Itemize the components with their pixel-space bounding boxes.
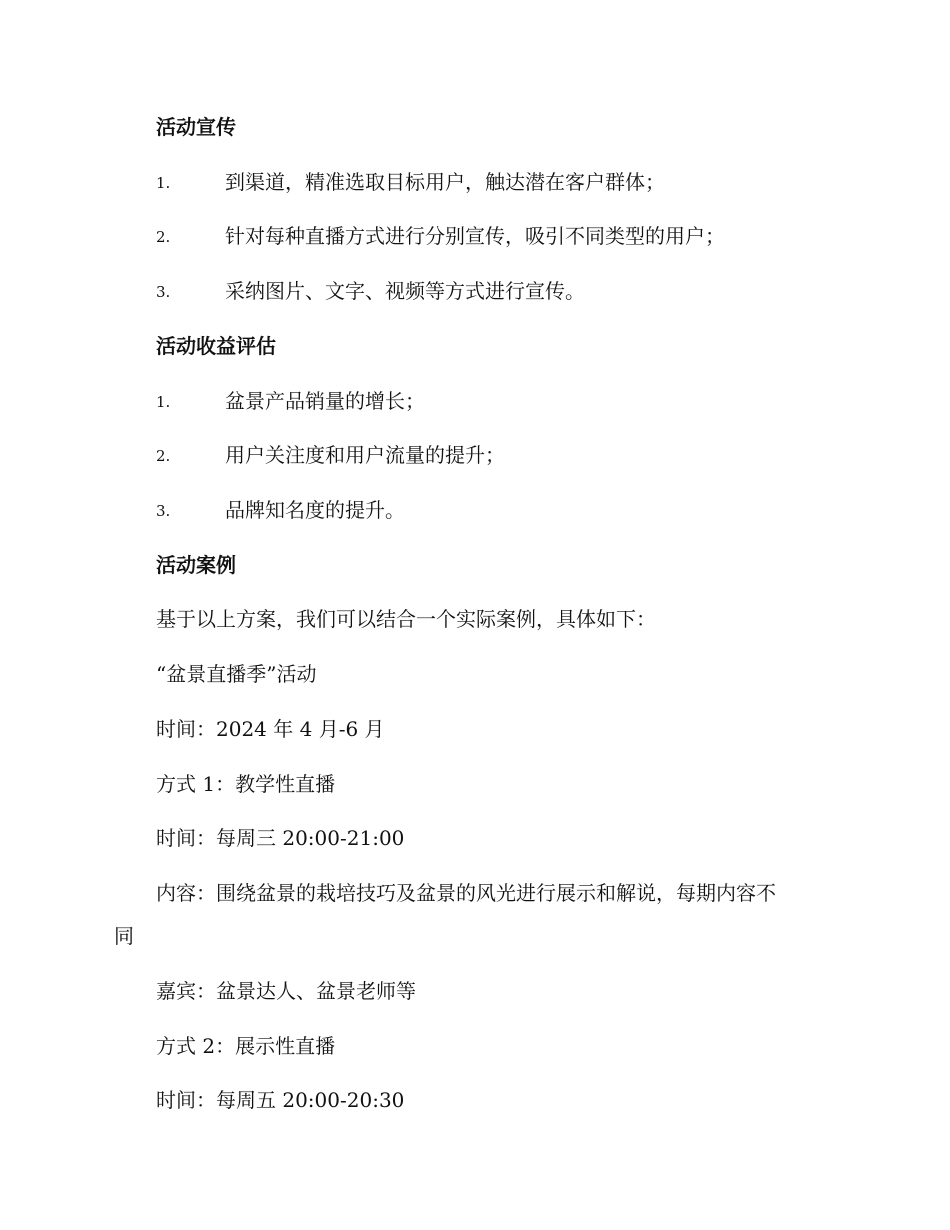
- paragraph: 时间：每周五 20:00-20:30: [156, 1088, 405, 1112]
- list-number: 3.: [156, 283, 171, 301]
- paragraph: 时间：每周三 20:00-21:00: [156, 826, 405, 850]
- list-number: 2.: [156, 447, 171, 465]
- list-item-text: 盆景产品销量的增长；: [225, 389, 425, 413]
- paragraph: 方式 2：展示性直播: [156, 1034, 336, 1058]
- list-item-text: 针对每种直播方式进行分别宣传，吸引不同类型的用户；: [225, 224, 725, 248]
- paragraph: 内容：围绕盆景的栽培技巧及盆景的风光进行展示和解说，每期内容不: [156, 881, 776, 905]
- paragraph: 时间：2024 年 4 月-6 月: [156, 717, 385, 741]
- list-item-text: 品牌知名度的提升。: [225, 498, 405, 522]
- list-item-text: 到渠道，精准选取目标用户，触达潜在客户群体；: [225, 170, 665, 194]
- list-number: 2.: [156, 228, 171, 246]
- list-item-text: 采纳图片、文字、视频等方式进行宣传。: [225, 279, 585, 303]
- section-heading-promotion: 活动宣传: [156, 115, 236, 139]
- list-number: 1.: [156, 174, 171, 192]
- section-heading-case: 活动案例: [156, 553, 236, 577]
- paragraph-continuation: 同: [114, 924, 134, 948]
- list-number: 1.: [156, 393, 171, 411]
- list-number: 3.: [156, 502, 171, 520]
- list-item-text: 用户关注度和用户流量的提升；: [225, 443, 505, 467]
- section-heading-benefits: 活动收益评估: [156, 334, 276, 358]
- paragraph: 嘉宾：盆景达人、盆景老师等: [156, 979, 416, 1003]
- paragraph: “盆景直播季”活动: [156, 662, 317, 686]
- paragraph: 基于以上方案，我们可以结合一个实际案例，具体如下：: [156, 607, 656, 631]
- paragraph: 方式 1：教学性直播: [156, 772, 336, 796]
